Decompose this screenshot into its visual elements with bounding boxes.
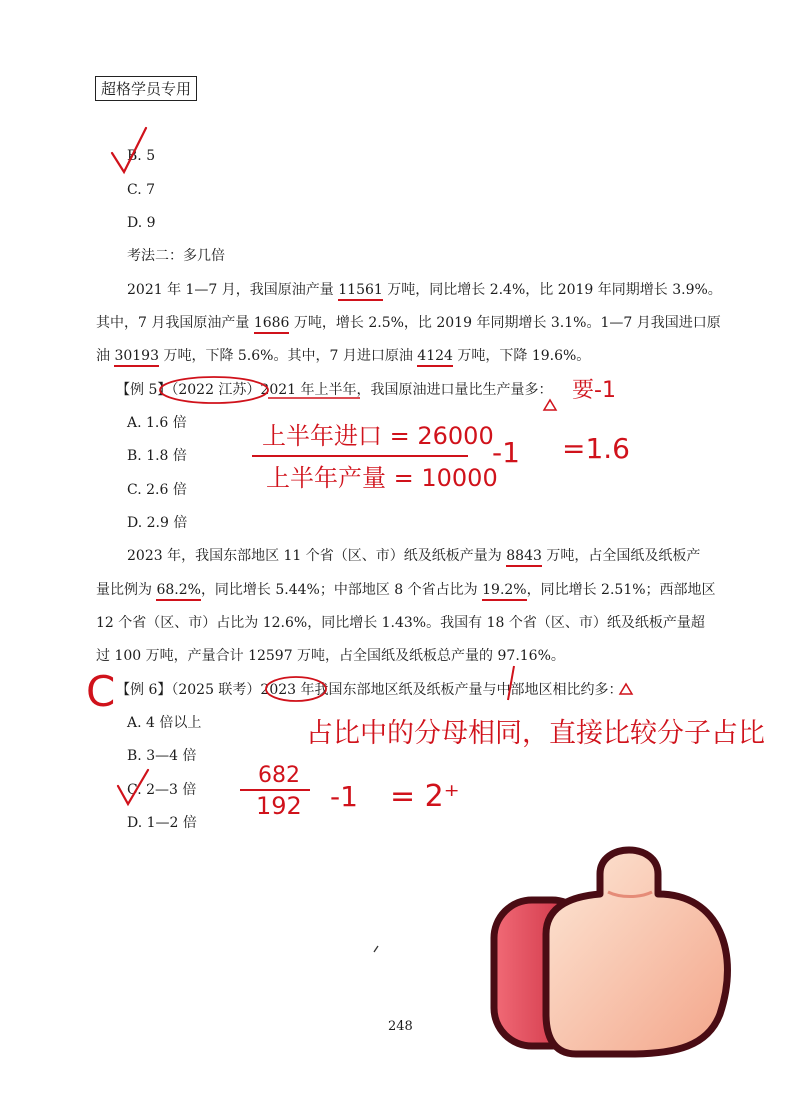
student-only-tag: 超格学员专用 (95, 76, 197, 101)
check-mark-icon (118, 770, 148, 804)
underlined-value: 11561 (338, 282, 383, 301)
text-span: 万吨，下降 5.6%。其中，7 月进口原油 (159, 348, 418, 364)
underlined-value: 4124 (417, 348, 453, 367)
text-span: ，同比增长 5.44%；中部地区 8 个省占比为 (200, 582, 483, 598)
fraction2-bottom: 192 (256, 792, 302, 820)
note-minus-one: 要-1 (572, 378, 616, 403)
underlined-value: 30193 (114, 348, 159, 367)
text-span: 万吨，同比增长 2.4%，比 2019 年同期增长 3.9%。 (382, 282, 722, 298)
minus-one-a: -1 (492, 436, 520, 469)
underlined-value: 8843 (506, 548, 542, 567)
text-span: 其中，7 月我国原油产量 (96, 315, 254, 331)
text-span: 2023 年，我国东部地区 11 个省（区、市）纸及纸板产量为 (127, 548, 507, 564)
passage2-line4: 过 100 万吨，产量合计 12597 万吨，占全国纸及纸板总产量的 97.16%。 (96, 648, 565, 664)
example5-option-a: A. 1.6 倍 (127, 415, 187, 431)
underlined-value: 1686 (254, 315, 290, 334)
option-d: D. 9 (127, 215, 156, 231)
example5-option-b: B. 1.8 倍 (127, 448, 187, 464)
circle-mark (266, 677, 326, 701)
circle-mark (160, 377, 268, 403)
text-span: 油 (96, 348, 115, 364)
text-span: 万吨，占全国纸及纸板产 (541, 548, 701, 564)
text-span: 万吨，下降 19.6%。 (452, 348, 591, 364)
example6-option-d: D. 1—2 倍 (127, 815, 197, 831)
underlined-value: 19.2% (482, 582, 526, 601)
result-b: = 2⁺ (390, 779, 460, 814)
example5-stem: 【例 5】（2022 江苏）2021 年上半年，我国原油进口量比生产量多： (116, 382, 553, 398)
text-span: 万吨，增长 2.5%，比 2019 年同期增长 3.1%。1—7 月我国进口原 (289, 315, 721, 331)
answer-letter: C (86, 667, 116, 716)
text-span: ，同比增长 2.51%；西部地区 (526, 582, 716, 598)
example6-option-b: B. 3—4 倍 (127, 748, 197, 764)
check-mark-icon (112, 128, 146, 172)
text-span: 量比例为 (96, 582, 157, 598)
text-span: 2021 年 1—7 月，我国原油产量 (127, 282, 339, 298)
fraction-top: 上半年进口 = 26000 (262, 422, 494, 450)
underlined-value: 68.2% (156, 582, 200, 601)
note-ratio: 占比中的分母相同，直接比较分子占比 (306, 718, 765, 749)
passage2-line3: 12 个省（区、市）占比为 12.6%，同比增长 1.43%。我国有 18 个省（区、市）纸及纸板产量超 (96, 615, 705, 631)
thumbs-up-sticker-icon (480, 834, 800, 1074)
example5-option-d: D. 2.9 倍 (127, 515, 188, 531)
triangle-mark (620, 684, 632, 694)
example6-option-a: A. 4 倍以上 (127, 715, 202, 731)
small-tick-mark (374, 946, 378, 952)
page-number: 248 (388, 1019, 413, 1034)
option-b: B. 5 (127, 148, 156, 164)
option-c: C. 7 (127, 182, 156, 198)
example6-option-c: C. 2—3 倍 (127, 782, 197, 798)
result-a: =1.6 (562, 432, 630, 465)
fraction-bottom: 上半年产量 = 10000 (266, 464, 498, 492)
example6-stem: 【例 6】（2025 联考）2023 年我国东部地区纸及纸板产量与中部地区相比约多： (116, 682, 623, 698)
triangle-mark (544, 400, 556, 410)
fraction2-top: 682 (258, 763, 300, 788)
section-title: 考法二：多几倍 (127, 248, 225, 264)
minus-one-b: -1 (330, 780, 358, 813)
example5-option-c: C. 2.6 倍 (127, 482, 187, 498)
slash-mark (508, 666, 514, 700)
